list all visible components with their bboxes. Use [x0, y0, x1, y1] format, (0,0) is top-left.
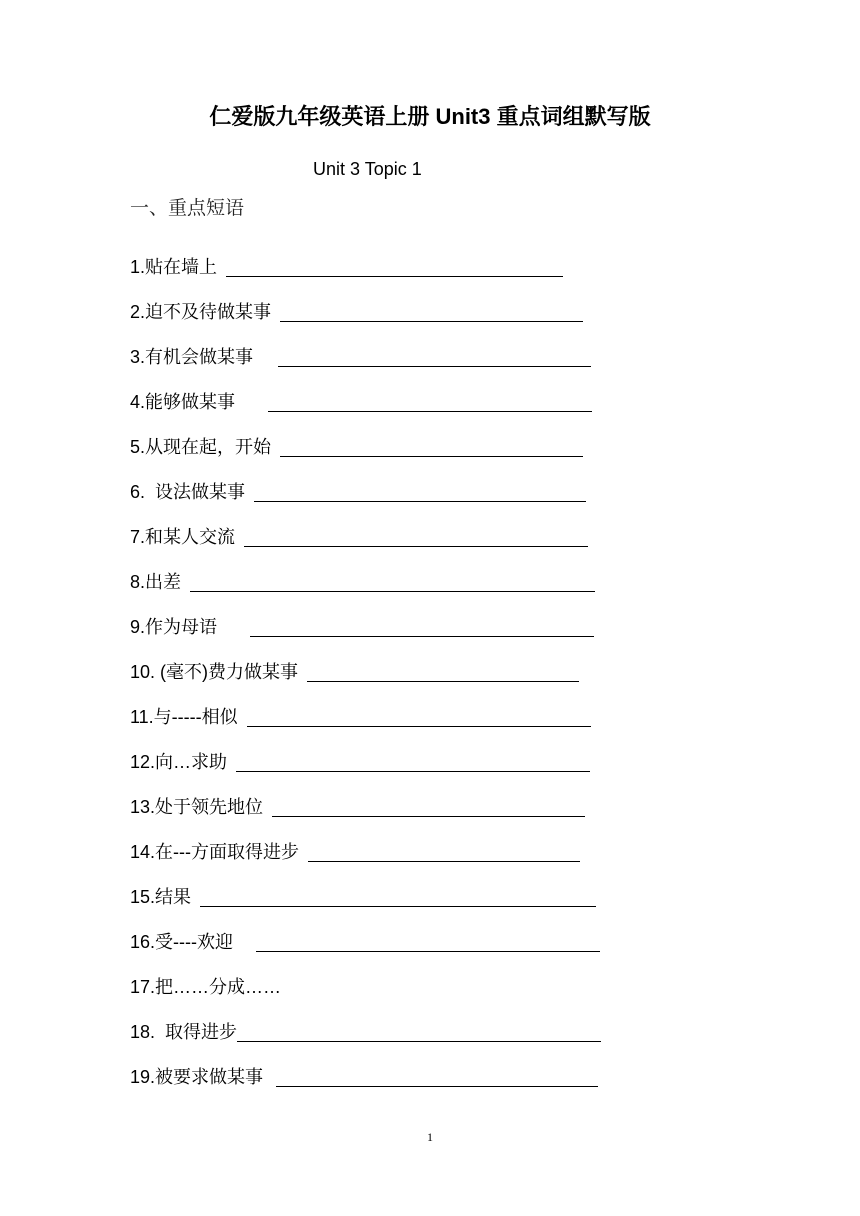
phrase-list: [130, 236, 620, 1091]
item-label: 5.从现在起，开始: [130, 437, 277, 457]
item-label: 4.能够做某事: [130, 392, 241, 412]
answer-blank: [247, 726, 591, 727]
item-label: 16.受----欢迎: [130, 932, 238, 952]
answer-blank: [278, 366, 591, 367]
item-label: 1.贴在墙上: [130, 257, 223, 277]
list-item: [130, 416, 620, 461]
list-item: [130, 866, 620, 911]
list-item: [130, 1046, 620, 1091]
answer-blank: [307, 681, 579, 682]
item-label: 2.迫不及待做某事: [130, 302, 277, 322]
list-item: [130, 551, 620, 596]
list-item: [130, 821, 620, 866]
section-heading: 一、重点短语: [130, 197, 245, 219]
list-item: [130, 641, 620, 686]
item-label: 3.有机会做某事: [130, 347, 259, 367]
answer-blank: [250, 636, 594, 637]
item-label: 19.被要求做某事: [130, 1067, 269, 1087]
list-item: [130, 686, 620, 731]
item-label: 9.作为母语: [130, 617, 223, 637]
item-label: 10. (毫不)费力做某事: [130, 662, 304, 682]
item-label: 12.向…求助: [130, 752, 233, 772]
list-item: [130, 326, 620, 371]
page-title: 仁爱版九年级英语上册 Unit3 重点词组默写版: [209, 104, 651, 129]
list-item: [130, 1001, 620, 1046]
list-item: [130, 506, 620, 551]
answer-blank: [226, 276, 563, 277]
item-label: 15.结果: [130, 887, 197, 907]
unit-subtitle: Unit 3 Topic 1: [313, 159, 422, 179]
item-label: 8.出差: [130, 572, 187, 592]
answer-blank: [280, 456, 583, 457]
answer-blank: [190, 591, 595, 592]
answer-blank: [244, 546, 588, 547]
answer-blank: [308, 861, 580, 862]
list-item: [130, 596, 620, 641]
answer-blank: [268, 411, 592, 412]
list-item: [130, 461, 620, 506]
answer-blank: [236, 771, 590, 772]
list-item: [130, 911, 620, 956]
list-item: [130, 236, 620, 281]
item-label: 6. 设法做某事: [130, 482, 251, 502]
list-item: [130, 731, 620, 776]
answer-blank: [256, 951, 600, 952]
answer-blank: [280, 321, 583, 322]
list-item: [130, 956, 620, 1001]
list-item: [130, 371, 620, 416]
item-label: 17.把……分成……: [130, 977, 282, 997]
answer-blank: [200, 906, 596, 907]
item-label: 7.和某人交流: [130, 527, 241, 547]
item-label: 11.与-----相似: [130, 707, 243, 727]
answer-blank: [237, 1041, 601, 1042]
page-number: 1: [427, 1130, 433, 1144]
answer-blank: [276, 1086, 598, 1087]
item-label: 14.在---方面取得进步: [130, 842, 305, 862]
item-label: 13.处于领先地位: [130, 797, 269, 817]
answer-blank: [254, 501, 586, 502]
list-item: [130, 281, 620, 326]
list-item: [130, 776, 620, 821]
answer-blank: [272, 816, 585, 817]
item-label: 18. 取得进步: [130, 1022, 238, 1042]
